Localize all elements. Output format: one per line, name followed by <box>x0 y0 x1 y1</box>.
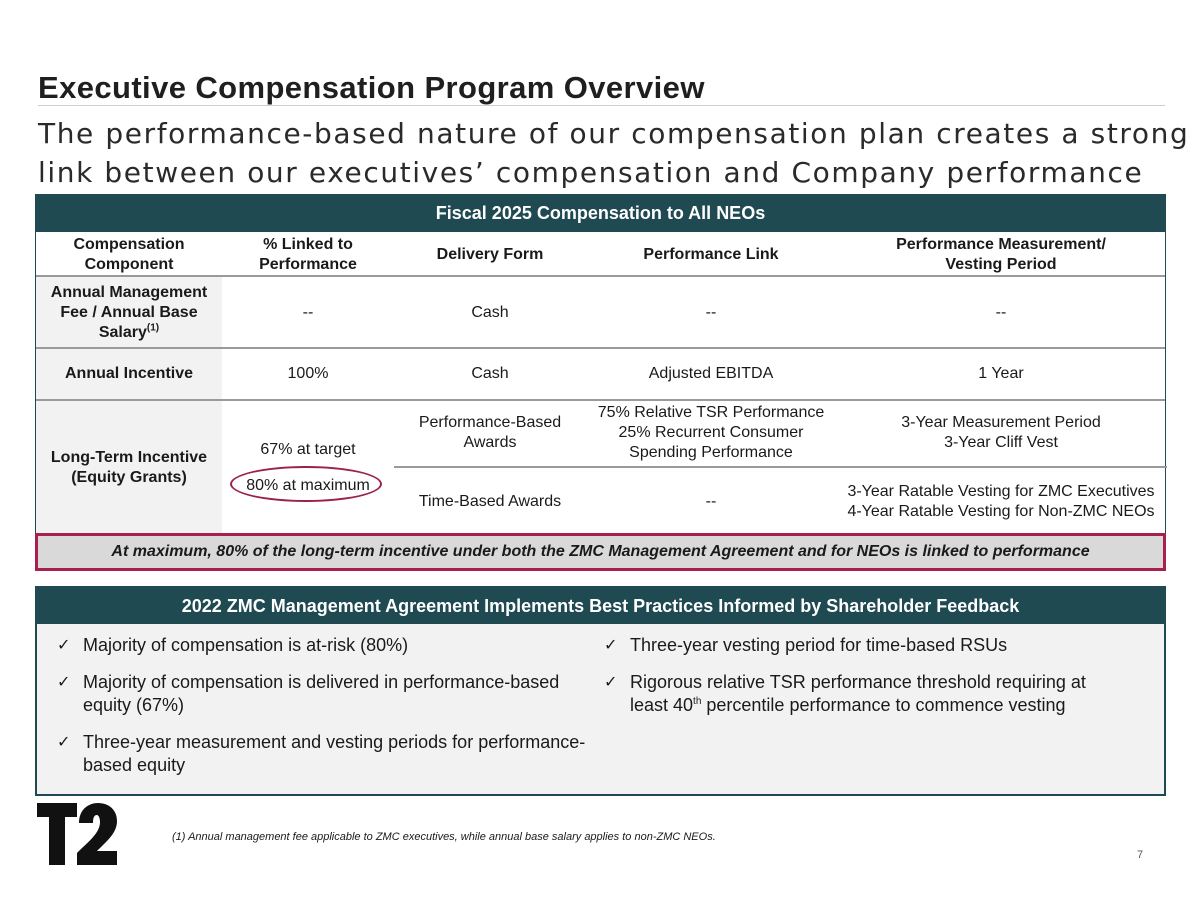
checkmark-icon: ✓ <box>604 637 618 654</box>
title-divider <box>38 105 1165 106</box>
row-annual-incentive-component: Annual Incentive <box>64 365 194 382</box>
best-practices-header: 2022 ZMC Management Agreement Implements Best Practices Informed by Shareholder Feedback <box>37 588 1164 624</box>
subtitle-line-1: The performance-based nature of our compensation plan creates a strong <box>38 117 1190 150</box>
col-header-component: Compensation Component <box>73 235 185 273</box>
col-header-performance-link: Performance Link <box>643 245 779 263</box>
t2-logo <box>37 803 117 865</box>
row-annual-incentive-measurement: 1 Year <box>978 365 1024 382</box>
callout-banner: At maximum, 80% of the long-term incentive under both the ZMC Management Agreement and for NEOs is linked to performance <box>35 533 1166 571</box>
row-lti-perf-measurement: 3-Year Measurement Period 3-Year Cliff Vest <box>901 414 1101 451</box>
subtitle-line-2: link between our executives’ compensation and Company performance <box>38 156 1144 189</box>
checkmark-icon: ✓ <box>57 674 71 691</box>
list-item: ✓ Majority of compensation is delivered in performance-based equity (67%) <box>53 671 588 717</box>
compensation-table <box>35 194 1166 534</box>
footnote-ref: (1) <box>146 322 160 334</box>
list-item: ✓ Three-year measurement and vesting periods for performance-based equity <box>53 731 588 777</box>
col-header-linked: % Linked to Performance <box>259 235 357 273</box>
checkmark-icon: ✓ <box>57 734 71 751</box>
page-title: Executive Compensation Program Overview <box>38 70 705 105</box>
row-lti-time-delivery: Time-Based Awards <box>418 492 562 510</box>
col-header-delivery: Delivery Form <box>436 245 544 263</box>
list-item: ✓ Majority of compensation is at-risk (80%) <box>53 634 588 657</box>
page-number: 7 <box>1137 849 1144 861</box>
best-practices-right-list <box>600 634 1120 731</box>
row-lti-perf-link: 75% Relative TSR Performance 25% Recurrent Consumer Spending Performance <box>597 404 825 461</box>
row-lti-linked-max: 80% at maximum <box>246 477 370 494</box>
row-lti-component: Long-Term Incentive (Equity Grants) <box>50 449 208 486</box>
row-mgmt-fee-delivery: Cash <box>471 304 509 321</box>
highlight-oval <box>230 466 382 502</box>
footnote: (1) Annual management fee applicable to ZMC executives, while annual base salary applies to non-ZMC NEOs. <box>172 831 716 843</box>
list-item: ✓ Three-year vesting period for time-based RSUs <box>600 634 1120 657</box>
row-lti-perf-delivery: Performance-Based Awards <box>418 414 562 451</box>
row-annual-incentive-linked: 100% <box>287 365 329 382</box>
row-lti-time-link: -- <box>705 492 717 510</box>
col-header-measurement: Performance Measurement/ Vesting Period <box>896 235 1106 273</box>
row-mgmt-fee-link: -- <box>705 304 717 321</box>
row-lti-time-measurement: 3-Year Ratable Vesting for ZMC Executives 4-Year Ratable Vesting for Non-ZMC NEOs <box>847 482 1155 520</box>
checkmark-icon: ✓ <box>604 674 618 691</box>
row-lti-linked-target: 67% at target <box>260 441 356 458</box>
row-mgmt-fee-linked: -- <box>302 304 314 321</box>
page-subtitle <box>38 114 1190 192</box>
list-item: ✓ Rigorous relative TSR performance threshold requiring at least 40th percentile performance to commence vesting <box>600 671 1120 717</box>
row-annual-incentive-delivery: Cash <box>471 365 509 382</box>
table-header: Fiscal 2025 Compensation to All NEOs <box>36 195 1165 232</box>
checkmark-icon: ✓ <box>57 637 71 654</box>
row-mgmt-fee-measurement: -- <box>995 304 1007 321</box>
column-headers <box>36 232 1165 277</box>
best-practices-left-list <box>53 634 588 791</box>
row-annual-incentive-link: Adjusted EBITDA <box>648 365 774 382</box>
row-mgmt-fee-component: Annual Management Fee / Annual Base Salary$^{(1)}$ <box>50 284 208 341</box>
best-practices-panel <box>35 586 1166 796</box>
